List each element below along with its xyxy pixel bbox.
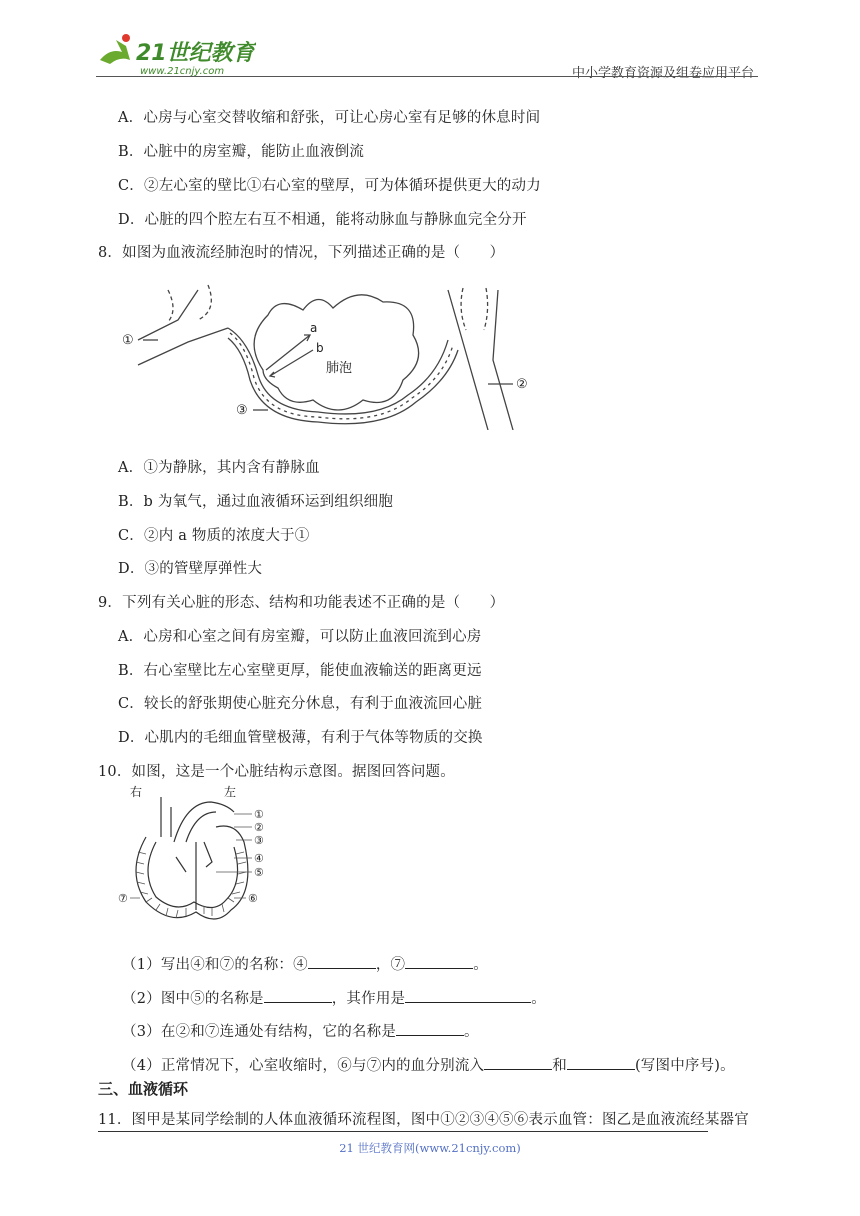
q10-sub4-text-a: （4）正常情况下，心室收缩时，⑥与⑦内的血分别流入 xyxy=(122,1058,485,1074)
q7-option-b: B．心脏中的房室瓣，能防止血液倒流 xyxy=(118,144,365,160)
q10-stem: 10．如图，这是一个心脏结构示意图。据图回答问题。 xyxy=(98,764,455,780)
label-1: ① xyxy=(122,333,134,348)
site-logo xyxy=(96,30,256,80)
label-3: ③ xyxy=(236,403,248,418)
alveolus-label: 肺泡 xyxy=(326,361,353,376)
answer-blank-7[interactable] xyxy=(405,956,473,969)
q10-sub4 xyxy=(122,1054,735,1075)
left-label: 左 xyxy=(224,785,237,799)
q10-sub1 xyxy=(122,953,488,974)
q8-option-c: C．②内 a 物质的浓度大于① xyxy=(118,528,310,544)
section-heading: 三、血液循环 xyxy=(98,1080,189,1098)
footer-text: 21 世纪教育网(www.21cnjy.com) xyxy=(339,1141,521,1155)
logo-url: www.21cnjy.com xyxy=(140,66,225,77)
q9-stem: 9．下列有关心脏的形态、结构和功能表述不正确的是（ ） xyxy=(98,595,505,611)
q8-option-d: D．③的管壁厚弹性大 xyxy=(118,561,263,577)
q10-sub1-text-a: （1）写出④和⑦的名称：④ xyxy=(122,957,308,973)
q7-option-a: A．心房与心室交替收缩和舒张，可让心房心室有足够的休息时间 xyxy=(118,110,541,126)
heart-label-6: ⑥ xyxy=(248,892,258,905)
heart-label-4: ④ xyxy=(254,852,264,865)
q10-sub2-text-c: 。 xyxy=(531,991,546,1007)
header-divider xyxy=(96,76,758,77)
q9-option-c: C．较长的舒张期使心脏充分休息，有利于血液流回心脏 xyxy=(118,696,483,712)
q10-sub2-text-b: ，其作用是 xyxy=(331,991,406,1007)
q10-sub1-text-b: ，⑦ xyxy=(375,957,406,973)
q10-sub3-text-a: （3）在②和⑦连通处有结构，它的名称是 xyxy=(122,1024,397,1040)
q10-sub3-text-b: 。 xyxy=(464,1024,479,1040)
heart-label-5: ⑤ xyxy=(254,866,264,879)
label-b: b xyxy=(316,341,324,355)
answer-blank-5-name[interactable] xyxy=(264,990,332,1003)
q11-stem: 11．图甲是某同学绘制的人体血液循环流程图，图中①②③④⑤⑥表示血管：图乙是血液流经某器官 xyxy=(98,1112,749,1128)
heart-figure xyxy=(116,782,276,932)
answer-blank-5-function[interactable] xyxy=(405,990,531,1003)
q10-sub2-text-a: （2）图中⑤的名称是 xyxy=(122,991,264,1007)
q10-sub2 xyxy=(122,987,546,1008)
q9-option-b: B．右心室壁比左心室壁更厚，能使血液输送的距离更远 xyxy=(118,663,482,679)
q10-sub4-text-b: 和 xyxy=(552,1058,567,1074)
q8-option-a: A．①为静脉，其内含有静脉血 xyxy=(118,460,320,476)
q8-stem: 8．如图为血液流经肺泡时的情况，下列描述正确的是（ ） xyxy=(98,245,505,261)
q10-sub3 xyxy=(122,1020,479,1041)
q9-option-d: D．心肌内的毛细血管壁极薄，有利于气体等物质的交换 xyxy=(118,730,483,746)
q7-option-d: D．心脏的四个腔左右互不相通，能将动脉血与静脉血完全分开 xyxy=(118,212,527,228)
heart-label-7: ⑦ xyxy=(118,892,128,905)
right-label: 右 xyxy=(130,785,143,799)
label-a: a xyxy=(310,321,318,335)
logo-text: 21世纪教育 xyxy=(136,41,255,66)
heart-label-2: ② xyxy=(254,821,264,834)
answer-blank-4[interactable] xyxy=(308,956,376,969)
platform-name: 中小学教育资源及组卷应用平台 xyxy=(571,66,754,81)
q7-option-c: C．②左心室的壁比①右心室的壁厚，可为体循环提供更大的动力 xyxy=(118,178,541,194)
footer-divider xyxy=(98,1131,708,1132)
heart-label-1: ① xyxy=(254,808,264,821)
answer-blank-7-flow[interactable] xyxy=(567,1057,635,1070)
q9-option-a: A．心房和心室之间有房室瓣，可以防止血液回流到心房 xyxy=(118,629,482,645)
alveolus-figure xyxy=(118,280,538,430)
label-2: ② xyxy=(516,377,528,392)
q10-sub1-text-c: 。 xyxy=(473,957,488,973)
q8-option-b: B．b 为氧气，通过血液循环运到组织细胞 xyxy=(118,494,394,510)
answer-blank-structure[interactable] xyxy=(396,1023,464,1036)
q10-sub4-text-c: (写图中序号)。 xyxy=(634,1058,735,1074)
heart-label-3: ③ xyxy=(254,834,264,847)
answer-blank-6-flow[interactable] xyxy=(484,1057,552,1070)
